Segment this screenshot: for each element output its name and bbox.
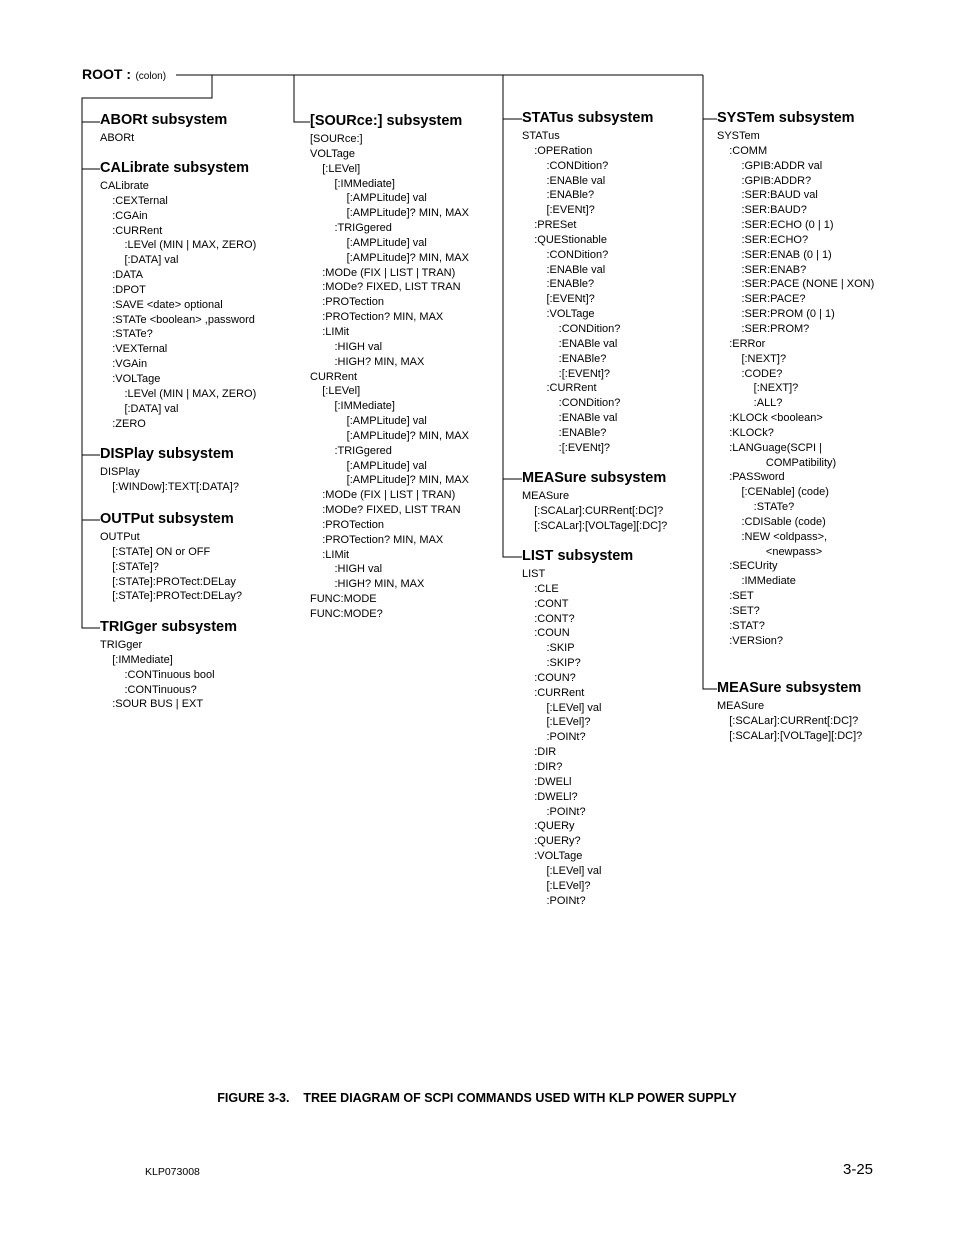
command-line: :SER:PROM (0 | 1) [717, 308, 835, 321]
command-line: [:LEVel]? [522, 879, 591, 892]
command-line: [:AMPLitude]? MIN, MAX [310, 207, 469, 220]
measure-subsystem-heading: MEASure subsystem [522, 470, 667, 486]
command-line: <newpass> [717, 545, 823, 558]
root-note: (colon) [135, 71, 167, 82]
command-line: :SET? [717, 605, 760, 617]
command-line: :DIR [522, 746, 557, 759]
command-line: :VERSion? [717, 634, 784, 647]
command-line: FUNC:MODE? [310, 608, 383, 620]
calibrate-subsystem-commands [100, 179, 256, 431]
command-line: :ENABle? [522, 426, 607, 439]
abort-subsystem-commands [100, 131, 134, 146]
command-line: [:SCALar]:[VOLTage][:DC]? [522, 519, 668, 532]
command-line: :IMMediate [717, 575, 796, 588]
command-line: :QUEStionable [522, 233, 607, 246]
command-line: :STATe <boolean> ,password [100, 313, 255, 326]
command-line: :PRESet [522, 219, 577, 232]
root-title: ROOT : [82, 66, 131, 82]
command-line: :ENABle val [522, 412, 618, 425]
system-subsystem-heading: SYSTem subsystem [717, 110, 855, 126]
command-line: :LIMit [310, 325, 350, 338]
source-subsystem-heading: [SOURce:] subsystem [310, 113, 463, 129]
command-line: :CURRent [100, 224, 163, 237]
command-line: :MODe? FIXED, LIST TRAN [310, 504, 461, 517]
command-line: :LIMit [310, 548, 350, 561]
command-line: [:CENable] (code) [717, 486, 829, 499]
command-line: [:IMMediate] [310, 400, 395, 413]
command-line: :HIGH? MIN, MAX [310, 355, 425, 368]
command-line: :LEVel (MIN | MAX, ZERO) [100, 387, 257, 400]
command-line: [:AMPLitude] val [310, 236, 427, 249]
command-line: MEASure [717, 700, 765, 712]
command-line: [:SCALar]:[VOLTage][:DC]? [717, 729, 863, 742]
command-line: :QUERy? [522, 835, 581, 848]
command-line: :NEW <oldpass>, [717, 530, 828, 543]
command-line: :SER:ENAB (0 | 1) [717, 248, 832, 261]
command-line: VOLTage [310, 147, 356, 160]
command-line: :CONT [522, 597, 569, 610]
command-line: MEASure [522, 490, 570, 502]
command-line: :CONTinuous bool [100, 668, 215, 681]
abort-subsystem-heading: ABORt subsystem [100, 112, 228, 128]
document-id: KLP073008 [145, 1166, 200, 1178]
command-line: [:NEXT]? [717, 352, 787, 365]
command-line: :COUN [522, 627, 570, 640]
command-line: :[:EVENt]? [522, 367, 611, 380]
command-line: :ENABle? [522, 278, 595, 291]
command-line: :CURRent [522, 382, 597, 395]
command-line: :TRIGgered [310, 222, 392, 235]
command-line: :POINt? [522, 805, 586, 818]
command-line: :HIGH? MIN, MAX [310, 578, 425, 591]
command-line: :SER:PACE (NONE | XON) [717, 278, 875, 291]
command-line: :CONDition? [522, 397, 621, 410]
command-line: CURRent [310, 370, 358, 383]
command-line: :CONTinuous? [100, 683, 197, 696]
command-line: [:DATA] val [100, 254, 179, 267]
command-line: :PROTection? MIN, MAX [310, 533, 444, 546]
command-line: :SKIP [522, 642, 575, 655]
command-line: :SET [717, 590, 754, 603]
command-line: :QUERy [522, 820, 575, 833]
command-line: [:STATe]:PROTect:DELay [100, 575, 236, 588]
command-line: CALibrate [100, 180, 149, 192]
command-line: [:WINDow]:TEXT[:DATA]? [100, 480, 239, 493]
command-line: :MODe (FIX | LIST | TRAN) [310, 266, 456, 279]
status-subsystem-commands [522, 129, 620, 456]
list-subsystem-commands [522, 567, 601, 908]
command-line: [:LEVel]? [522, 716, 591, 729]
measure-subsystem-commands [522, 489, 667, 534]
command-line: :COMM [717, 144, 768, 157]
command-line: :SER:BAUD? [717, 204, 807, 217]
command-line: :CLE [522, 582, 559, 595]
command-line: LIST [522, 568, 546, 580]
command-line: :SAVE <date> optional [100, 298, 223, 311]
output-subsystem-heading: OUTPut subsystem [100, 511, 234, 527]
command-line: [:AMPLitude] val [310, 415, 427, 428]
command-line: [:AMPLitude]? MIN, MAX [310, 474, 469, 487]
command-line: [:AMPLitude]? MIN, MAX [310, 429, 469, 442]
command-line: :STAT? [717, 619, 765, 632]
command-line: :GPIB:ADDR val [717, 159, 823, 172]
command-line: :ENABle? [522, 352, 607, 365]
command-line: :VOLTage [522, 850, 583, 863]
command-line: :PASSword [717, 471, 785, 484]
command-line: :[:EVENt]? [522, 441, 611, 454]
command-line: [:LEVel] [310, 162, 361, 175]
command-line: :STATe? [717, 501, 795, 514]
command-line: OUTPut [100, 531, 140, 543]
status-subsystem-heading: STATus subsystem [522, 110, 654, 126]
command-line: :SER:BAUD val [717, 189, 818, 202]
command-line: :ENABle val [522, 337, 618, 350]
command-line: :OPERation [522, 144, 593, 157]
measure-subsystem-heading-right: MEASure subsystem [717, 680, 862, 696]
command-line: :DATA [100, 269, 143, 282]
command-line: :DIR? [522, 760, 563, 773]
command-line: DISPlay [100, 466, 140, 478]
command-line: :ZERO [100, 417, 146, 430]
display-subsystem-commands [100, 465, 239, 495]
command-line: :CGAin [100, 209, 148, 222]
command-line: [:LEVel] [310, 385, 361, 398]
command-line: [:AMPLitude]? MIN, MAX [310, 251, 469, 264]
command-line: :COUN? [522, 671, 576, 684]
command-line: :LANGuage(SCPI | [717, 441, 822, 454]
system-subsystem-commands [717, 129, 874, 649]
calibrate-subsystem-heading: CALibrate subsystem [100, 160, 250, 176]
figure-caption: FIGURE 3-3. TREE DIAGRAM OF SCPI COMMANDS USED WITH KLP POWER SUPPLY [217, 1091, 737, 1105]
display-subsystem-heading: DISPlay subsystem [100, 446, 234, 462]
command-line: :ENABle val [522, 174, 606, 187]
trigger-subsystem-heading: TRIGger subsystem [100, 619, 237, 635]
command-line: :SER:ENAB? [717, 263, 807, 276]
command-line: :CDISable (code) [717, 515, 826, 528]
command-line: :MODe? FIXED, LIST TRAN [310, 281, 461, 294]
command-line: :SER:ECHO? [717, 233, 809, 246]
command-line: :SOUR BUS | EXT [100, 698, 204, 711]
command-line: :MODe (FIX | LIST | TRAN) [310, 489, 456, 502]
command-line: [:IMMediate] [100, 653, 173, 666]
command-line: :ALL? [717, 397, 783, 410]
command-line: :SECUrity [717, 560, 778, 573]
command-line: :VEXTernal [100, 343, 168, 356]
command-line: [:LEVel] val [522, 701, 602, 714]
command-line: :PROTection [310, 296, 384, 309]
page-number: 3-25 [843, 1161, 874, 1178]
command-line: [:STATe]? [100, 560, 159, 573]
command-line: [:NEXT]? [717, 382, 799, 395]
command-line: :CONDition? [522, 322, 621, 335]
command-line: TRIGger [100, 639, 143, 651]
command-line: :SER:PACE? [717, 293, 806, 306]
trigger-subsystem-commands [100, 638, 215, 712]
command-line: [SOURce:] [310, 133, 363, 145]
command-line: :VOLTage [522, 308, 595, 321]
command-line: :HIGH val [310, 563, 383, 576]
measure-subsystem-commands-right [717, 699, 862, 744]
command-line: :CURRent [522, 686, 585, 699]
command-line: STATus [522, 130, 560, 142]
command-line: [:IMMediate] [310, 177, 395, 190]
command-line: :DWELl [522, 775, 572, 788]
command-line: :VOLTage [100, 372, 161, 385]
command-line: [:AMPLitude] val [310, 192, 427, 205]
command-line: [:DATA] val [100, 402, 179, 415]
command-line: :PROTection [310, 518, 384, 531]
command-line: :GPIB:ADDR? [717, 174, 812, 187]
command-line: :SER:PROM? [717, 322, 810, 335]
command-line: :SER:ECHO (0 | 1) [717, 219, 834, 232]
command-line: [:SCALar]:CURRent[:DC]? [522, 504, 664, 517]
command-line: :KLOCk <boolean> [717, 412, 823, 425]
command-line: :CEXTernal [100, 194, 168, 207]
command-line: :CONT? [522, 612, 575, 625]
command-line: SYSTem [717, 130, 760, 142]
command-line: :ENABle val [522, 263, 606, 276]
command-line: :CODE? [717, 367, 783, 380]
command-line: [:AMPLitude] val [310, 459, 427, 472]
command-line: :HIGH val [310, 340, 383, 353]
command-line: COMPatibility) [717, 456, 837, 469]
command-line: :LEVel (MIN | MAX, ZERO) [100, 239, 257, 252]
command-line: :PROTection? MIN, MAX [310, 311, 444, 324]
list-subsystem-heading: LIST subsystem [522, 548, 634, 564]
command-line: [:EVENt]? [522, 293, 595, 306]
command-line: [:EVENt]? [522, 204, 595, 217]
command-line: ABORt [100, 132, 135, 144]
command-line: :SKIP? [522, 657, 581, 670]
command-line: :ENABle? [522, 189, 595, 202]
command-line: :TRIGgered [310, 444, 392, 457]
command-line: :STATe? [100, 328, 153, 341]
output-subsystem-commands [100, 530, 242, 604]
command-line: [:LEVel] val [522, 864, 602, 877]
source-subsystem-commands [310, 132, 469, 622]
command-line: :ERRor [717, 337, 766, 350]
command-line: :CONDition? [522, 159, 609, 172]
command-line: [:STATe] ON or OFF [100, 545, 211, 558]
command-line: FUNC:MODE [310, 593, 377, 606]
command-line: :DPOT [100, 283, 146, 296]
command-line: :VGAin [100, 358, 148, 371]
command-line: [:SCALar]:CURRent[:DC]? [717, 714, 859, 727]
command-line: [:STATe]:PROTect:DELay? [100, 590, 243, 603]
command-line: :POINt? [522, 731, 586, 744]
command-line: :POINt? [522, 894, 586, 907]
root-label [82, 66, 166, 84]
command-line: :CONDition? [522, 248, 609, 261]
command-line: :DWELl? [522, 790, 578, 803]
command-line: :KLOCk? [717, 426, 774, 439]
